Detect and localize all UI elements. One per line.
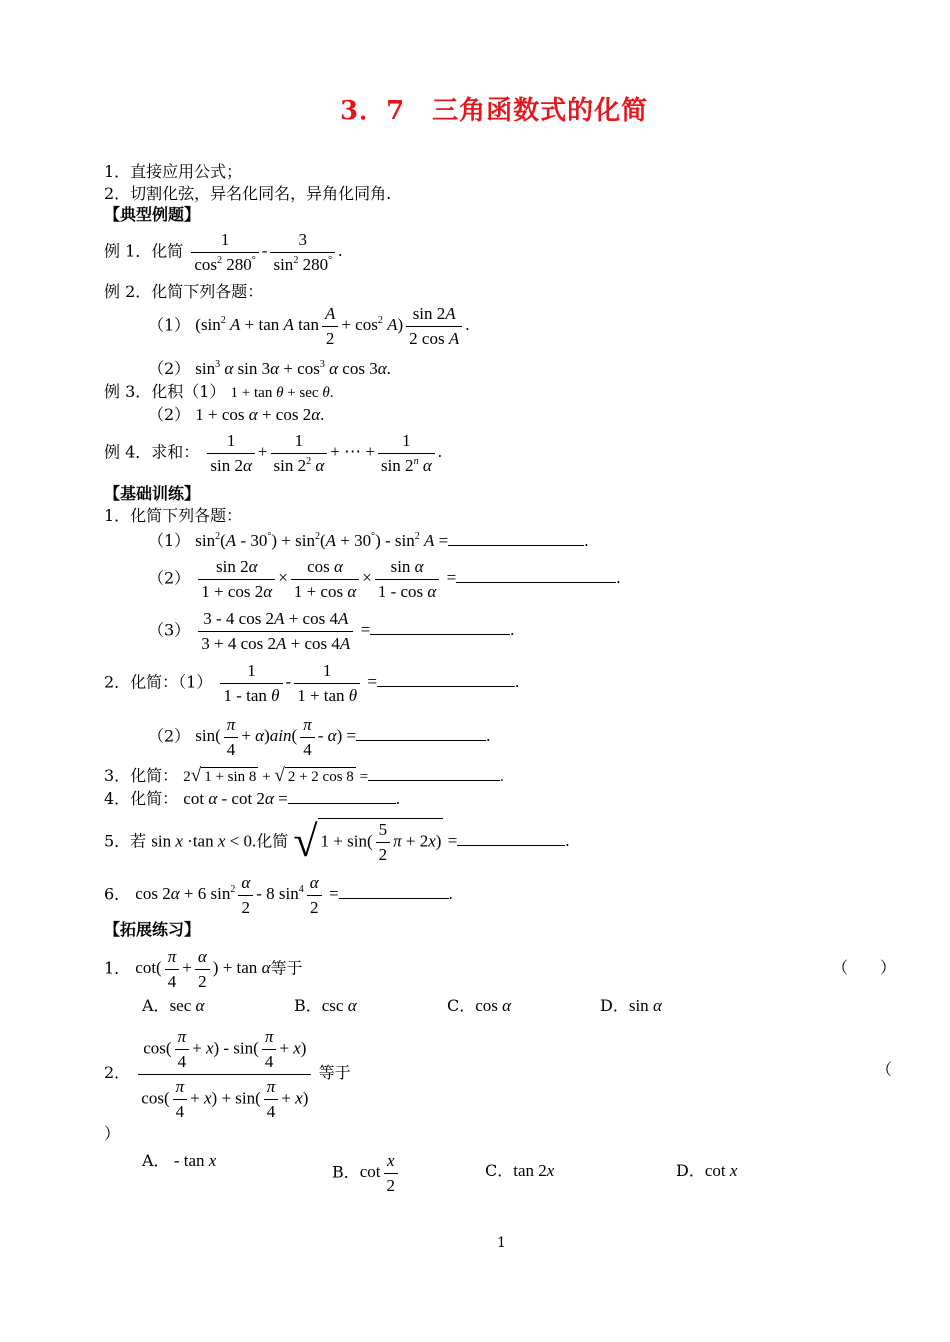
example-2-1-label: （1）: [148, 315, 191, 335]
basic-1-3: [148, 610, 514, 653]
basic-1-1-expression: $\sin^2(A - 30^\circ) + \sin^2(A + 30^\circ) - \sin^2 A$ = .: [195, 531, 589, 550]
extension-2-tail: 等于: [318, 1063, 351, 1083]
example-3-1-expression: 1 + tan θ + sec θ.: [230, 385, 334, 401]
extension-2-expression: cos( $\frac{\pi}{4}$ + x) - sin( $\frac{\pi}{4}$ + x) cos( $\frac{\pi}{4}$ + x) + sin( $\frac{\pi}{4}$ + x): [135, 1063, 318, 1082]
answer-blank[interactable]: [457, 832, 565, 846]
basic-6-expression: cos 2α + 6 $\sin^2$ $\frac{\alpha}{2}$ - 8 $\sin^4$ $\frac{\alpha}{2}$ = .: [135, 873, 453, 917]
basic-1-2-expression: $\frac{\sin 2\alpha}{1 + \cos 2\alpha}$ × $\frac{\text{cos α}}{\text{1 + cos α}}$ × $\frac{\text{sin α}}{\text{1 - cos α}}$ = .: [195, 568, 620, 587]
section-heading-examples: 【典型例题】: [104, 205, 201, 224]
section-heading-extension: 【拓展练习】: [104, 920, 201, 939]
page-number: 1: [497, 1235, 506, 1251]
example-2-1: [148, 305, 469, 348]
example-3-2: [148, 406, 324, 423]
example-3-label: 例 3．化积（1）: [104, 382, 226, 401]
basic-2-1: [104, 662, 519, 705]
example-4: [104, 432, 442, 475]
section-heading-basic: 【基础训练】: [104, 484, 201, 503]
basic-2-2: [148, 716, 490, 759]
extension-1-option-d[interactable]: D．sin α: [600, 996, 662, 1015]
example-3-2-label: （2）: [148, 405, 191, 424]
basic-1-3-label: （3）: [148, 620, 191, 640]
intro-line-1: 1．直接应用公式；: [104, 162, 243, 181]
example-2-label: 例 2．化简下列各题：: [104, 282, 264, 301]
extension-1-tail: 等于: [270, 958, 303, 978]
example-1-expression: $\frac{1}{\cos^2 280^\circ}$ - $\frac{3}{\sin^2 280^\circ}$ .: [188, 241, 342, 260]
basic-3: [104, 766, 504, 785]
extension-2-option-c[interactable]: C．tan 2x: [485, 1161, 555, 1180]
example-2-1-expression: ($\sin^2$ A + tan A tan $\frac{A}{2}$ + $\cos^2 A$) $\frac{\sin 2A}{\text{2 cos A}}$ .: [195, 304, 470, 348]
answer-blank[interactable]: [370, 621, 510, 635]
answer-blank[interactable]: [339, 885, 449, 899]
basic-5-condition: sin x ·tan x < 0.: [151, 831, 257, 851]
answer-blank[interactable]: [456, 569, 616, 583]
basic-4-label: 4．化简：: [104, 789, 179, 808]
extension-1-answer-paren: （ ）: [832, 958, 897, 977]
extension-1-label: 1．: [104, 958, 131, 978]
basic-5-label: 5．若: [104, 831, 147, 851]
basic-1-3-expression: $\frac{3 - 4 \cos 2A + \cos 4A}{3 + 4 \cos 2A + \cos 4A}$ = .: [195, 620, 514, 639]
extension-2: [104, 1028, 351, 1120]
basic-1-1: [148, 532, 589, 549]
basic-1-1-label: （1）: [148, 531, 191, 550]
extension-2-option-d[interactable]: D．cot x: [676, 1161, 738, 1180]
intro-line-2: 2．切割化弦，异名化同名，异角化同角.: [104, 184, 392, 203]
extension-2-option-b[interactable]: B．cot $\frac{x}{2}$: [332, 1152, 401, 1195]
basic-2-2-label: （2）: [148, 726, 191, 746]
example-4-label: 例 4．求和：: [104, 442, 200, 462]
basic-1-2-label: （2）: [148, 568, 191, 588]
basic-5-expression: √ 1 + sin( $\frac{5}{2}$ π + 2x) = .: [293, 817, 570, 867]
basic-6: [104, 874, 453, 917]
basic-5: [104, 817, 570, 867]
example-3-2-expression: 1 + cos α + cos 2α.: [195, 405, 325, 424]
basic-3-expression: 2√ 1 + sin 8 + √ 2 + 2 cos 8 = .: [183, 765, 504, 786]
page-title: 3．7 三角函数式的化简: [340, 96, 649, 126]
basic-1-label: 1．化简下列各题：: [104, 506, 243, 525]
answer-blank[interactable]: [288, 790, 396, 804]
extension-1-option-a[interactable]: A．sec α: [142, 996, 205, 1015]
answer-blank[interactable]: [377, 673, 515, 687]
answer-blank[interactable]: [356, 727, 486, 741]
extension-2-answer-paren-close: ）: [104, 1124, 121, 1143]
basic-5-mid: 化简: [256, 831, 289, 851]
extension-2-label: 2．: [104, 1063, 131, 1083]
extension-1-option-b[interactable]: B．csc α: [294, 996, 357, 1015]
basic-2-2-expression: sin( $\frac{\pi}{4}$ + α)ain( $\frac{\pi}{4}$ - α) = .: [195, 715, 491, 759]
example-4-expression: $\frac{1}{\sin 2\alpha}$ + $\frac{1}{\sin 2^2 \alpha}$ + ⋯ + $\frac{1}{\sin 2^n \alpha}$ .: [204, 442, 442, 461]
example-1-label: 例 1．化简: [104, 241, 184, 261]
basic-2-label: 2．化简：（1）: [104, 672, 213, 692]
example-2-2: [148, 360, 391, 377]
extension-1: [104, 948, 303, 991]
answer-blank[interactable]: [368, 767, 500, 781]
basic-1-2: [148, 558, 620, 601]
extension-1-option-c[interactable]: C．cos α: [447, 996, 512, 1015]
extension-1-expression: cot( $\frac{\pi}{4}$ + $\frac{\alpha}{2}$ ) + tan α: [135, 947, 271, 991]
extension-2-option-a[interactable]: A． - tan x: [142, 1151, 217, 1170]
example-1: [104, 231, 342, 274]
basic-6-label: 6．: [104, 884, 131, 904]
basic-4: [104, 790, 400, 807]
example-2-2-label: （2）: [148, 359, 191, 378]
example-2-2-expression: $\sin^3 \alpha$ $\sin 3\alpha + \cos^3 \alpha$ cos 3α.: [195, 359, 391, 378]
extension-2-answer-paren-open: （: [876, 1060, 893, 1079]
basic-4-expression: cot α - cot 2α = .: [183, 789, 400, 808]
basic-3-label: 3．化简：: [104, 766, 179, 785]
example-3-1: [104, 384, 333, 401]
answer-blank[interactable]: [448, 532, 584, 546]
basic-2-1-expression: $\frac{1}{\text{1 - tan θ}}$ - $\frac{1}{\text{1 + tan θ}}$ = .: [217, 672, 519, 691]
